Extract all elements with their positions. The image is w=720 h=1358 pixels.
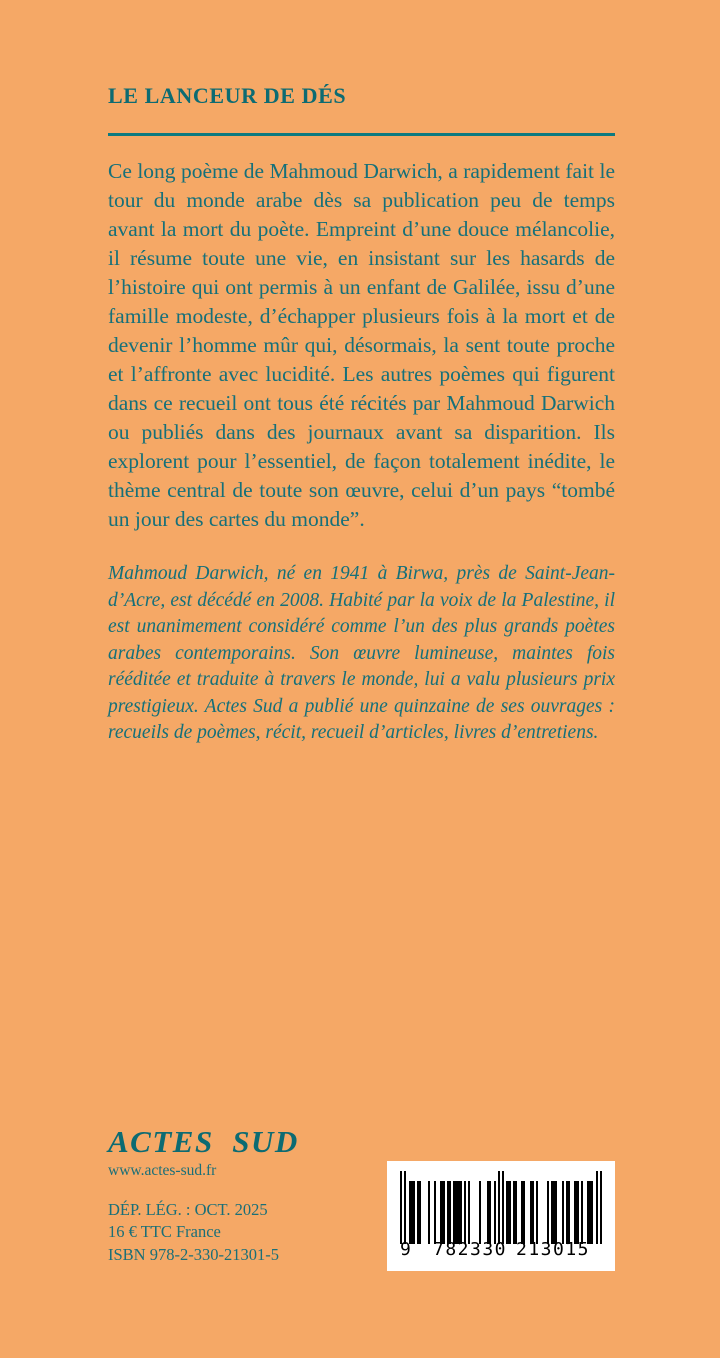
blurb-paragraph: Ce long poème de Mahmoud Darwich, a rapidement fait le tour du monde arabe dès sa publication peu de temps avant la mort du poète. Empreint d’une douce mélancolie, il résume toute une vie, en insistant sur les hasards de l’histoire qui ont permis à un enfant de Galilée, issu d’une famille modeste, d’échapper plusieurs fois à la mort et de devenir l’homme mûr qui, désormais, la sent toute proche et l’affronte avec lucidité. Les autres poèmes qui figurent dans ce recueil ont tous été récités par Mahmoud Darwich ou publiés dans des journaux avant sa disparition. Ils explorent pour l’essentiel, de façon totalement inédite, le thème central de toute son œuvre, celui d’un pays “tombé un jour des cartes du monde”. bbox=[108, 159, 615, 532]
title-divider bbox=[108, 133, 615, 136]
barcode-bars bbox=[400, 1171, 602, 1244]
barcode-digits bbox=[400, 1239, 602, 1261]
barcode-right-group: 213015 bbox=[516, 1239, 591, 1260]
publisher-logo: ACTES SUD bbox=[108, 1124, 299, 1159]
cover-content bbox=[108, 84, 615, 766]
barcode-left-group: 782330 bbox=[433, 1239, 508, 1260]
publisher-website[interactable]: www.actes-sud.fr bbox=[108, 1162, 217, 1179]
isbn-line: ISBN 978-2-330-21301-5 bbox=[108, 1244, 279, 1264]
barcode-lead-digit: 9 bbox=[400, 1239, 413, 1260]
price-line: 16 € TTC France bbox=[108, 1222, 221, 1241]
legal-deposit-line: DÉP. LÉG. : OCT. 2025 bbox=[108, 1199, 268, 1219]
author-bio-paragraph: Mahmoud Darwich, né en 1941 à Birwa, près de Saint-Jean-d’Acre, est décédé en 2008. Habité par la voix de la Palestine, il est unanimement considéré comme l’un des plus grands poètes arabes contemporains. Son œuvre lumineuse, maintes fois rééditée et traduite à travers le monde, lui a valu plusieurs prix prestigieux. Actes Sud a publié une quinzaine de ses ouvrages : recueils de poèmes, récit, recueil d’articles, livres d’entretiens. bbox=[108, 563, 615, 744]
barcode-panel bbox=[387, 1161, 615, 1271]
page-title: LE LANCEUR DE DÉS bbox=[108, 83, 347, 108]
